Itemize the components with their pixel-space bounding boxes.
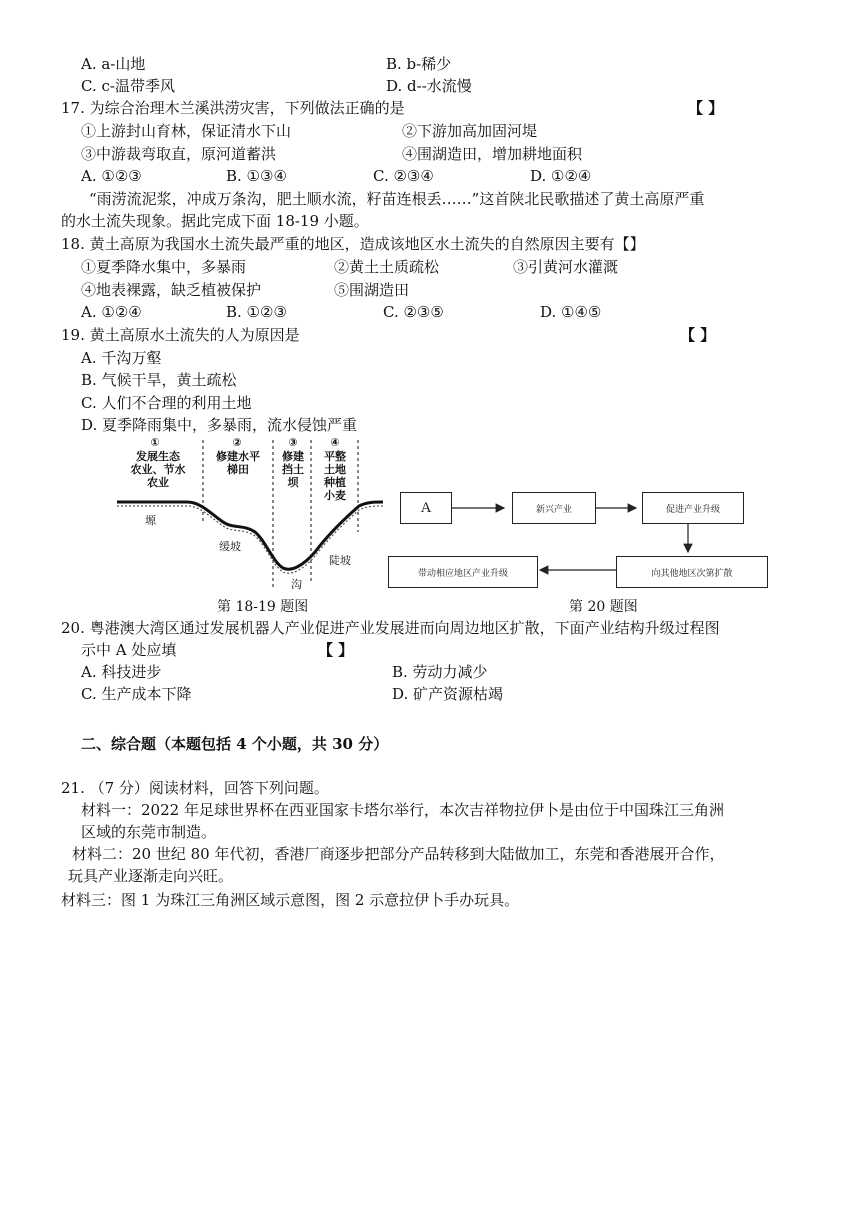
q17-item-3: ③中游裁弯取直，原河道蓄洪 (81, 145, 277, 163)
figure-18-19-caption: 第 18-19 题图 (217, 599, 309, 615)
flow-box-a: A (400, 492, 452, 524)
q16-option-a: A. a-山地 (81, 55, 146, 73)
fig1819-col1-label: 发展生态 农业、节水 农业 (130, 450, 186, 489)
q21-material-2-line-1: 材料二：20 世纪 80 年代初，香港厂商逐步把部分产品转移到大陆做加工，东莞和香港展开合作， (72, 845, 725, 863)
q18-item-1: ①夏季降水集中，多暴雨 (81, 258, 247, 276)
q19-option-a: A. 千沟万壑 (81, 349, 162, 367)
q17-option-b: B. ①③④ (226, 167, 287, 185)
q17-option-a: A. ①②③ (81, 167, 142, 185)
q21-material-3: 材料三：图 1 为珠江三角洲区域示意图，图 2 示意拉伊卜手办玩具。 (61, 891, 520, 909)
q21-material-2-line-2: 玩具产业逐渐走向兴旺。 (68, 867, 234, 885)
q19-option-c: C. 人们不合理的利用土地 (81, 394, 252, 412)
q20-stem-line-2: 示中 A 处应填 (81, 641, 177, 659)
q19-option-d: D. 夏季降雨集中，多暴雨，流水侵蚀严重 (81, 416, 358, 434)
q18-option-b: B. ①②③ (226, 303, 287, 321)
q21-stem: 21. （7 分）阅读材料，回答下列问题。 (61, 779, 329, 797)
q17-option-c: C. ②③④ (373, 167, 434, 185)
flow-box-emerging-industry: 新兴产业 (512, 492, 596, 524)
q18-item-3: ③引黄河水灌溉 (513, 258, 619, 276)
q16-option-d: D. d--水流慢 (386, 77, 472, 95)
fig1819-col3-label: 修建 挡土 坝 (282, 450, 304, 489)
terrain-label-steep-slope: 陡坡 (329, 554, 351, 567)
q18-stem: 18. 黄土高原为我国水土流失最严重的地区，造成该地区水土流失的自然原因主要有【】 (61, 235, 645, 253)
fig1819-col2-label: 修建水平 梯田 (216, 450, 260, 476)
q17-item-2: ②下游加高加固河堤 (402, 122, 538, 140)
q17-item-1: ①上游封山育林，保证清水下山 (81, 122, 292, 140)
fig1819-col4-label: 平整 土地 种植 小麦 (324, 450, 346, 502)
q19-option-b: B. 气候干旱，黄土疏松 (81, 371, 237, 389)
flow-box-spread-to-other-regions: 向其他地区次第扩散 (616, 556, 768, 588)
q20-stem-line-1: 20. 粤港澳大湾区通过发展机器人产业促进产业发展进而向周边地区扩散，下面产业结构升级过程图 (61, 619, 720, 637)
q17-option-d: D. ①②④ (530, 167, 592, 185)
q18-item-5: ⑤围湖造田 (334, 281, 410, 299)
section-2-heading: 二、综合题（本题包括 4 个小题，共 30 分） (81, 735, 389, 753)
terrain-label-gentle-slope: 缓坡 (219, 540, 241, 553)
fig1819-col4-number: ④ (330, 436, 340, 449)
q18-option-a: A. ①②④ (81, 303, 142, 321)
q18-option-d: D. ①④⑤ (540, 303, 602, 321)
intro-18-19-line-1: “雨涝流泥浆，冲成万条沟，肥土顺水流，籽苗连根丢……”这首陕北民歌描述了黄土高原严重 (89, 190, 705, 208)
q17-item-4: ④围湖造田，增加耕地面积 (402, 145, 583, 163)
q18-item-2: ②黄土土质疏松 (334, 258, 440, 276)
q20-option-a: A. 科技进步 (81, 663, 162, 681)
figure-20 (386, 484, 782, 596)
fig1819-col3-number: ③ (288, 436, 298, 449)
q16-option-b: B. b-稀少 (386, 55, 452, 73)
fig1819-col2-number: ② (232, 436, 242, 449)
q18-option-c: C. ②③⑤ (383, 303, 444, 321)
q21-material-1-line-1: 材料一：2022 年足球世界杯在西亚国家卡塔尔举行，本次吉祥物拉伊卜是由位于中国珠江三角洲 (81, 801, 724, 819)
q20-option-b: B. 劳动力减少 (392, 663, 488, 681)
q17-stem: 17. 为综合治理木兰溪洪涝灾害，下列做法正确的是 (61, 99, 405, 117)
figure-20-caption: 第 20 题图 (569, 599, 638, 615)
figure-18-19 (115, 436, 385, 594)
q18-item-4: ④地表裸露，缺乏植被保护 (81, 281, 262, 299)
fig1819-col1-number: ① (150, 436, 160, 449)
q16-option-c: C. c-温带季风 (81, 77, 175, 95)
q20-option-c: C. 生产成本下降 (81, 685, 192, 703)
q17-answer-bracket: 【 】 (688, 99, 724, 117)
terrain-label-gully: 沟 (291, 578, 302, 591)
q21-material-1-line-2: 区域的东莞市制造。 (81, 823, 217, 841)
q20-answer-bracket: 【 】 (318, 641, 354, 659)
q19-answer-bracket: 【 】 (680, 326, 716, 344)
q19-stem: 19. 黄土高原水土流失的人为原因是 (61, 326, 300, 344)
intro-18-19-line-2: 的水土流失现象。据此完成下面 18-19 小题。 (61, 212, 369, 230)
flow-box-drive-regional-upgrade: 带动相应地区产业升级 (388, 556, 538, 588)
terrain-label-yuan: 塬 (145, 514, 156, 527)
flow-box-promote-upgrade: 促进产业升级 (642, 492, 744, 524)
q20-option-d: D. 矿产资源枯竭 (392, 685, 504, 703)
